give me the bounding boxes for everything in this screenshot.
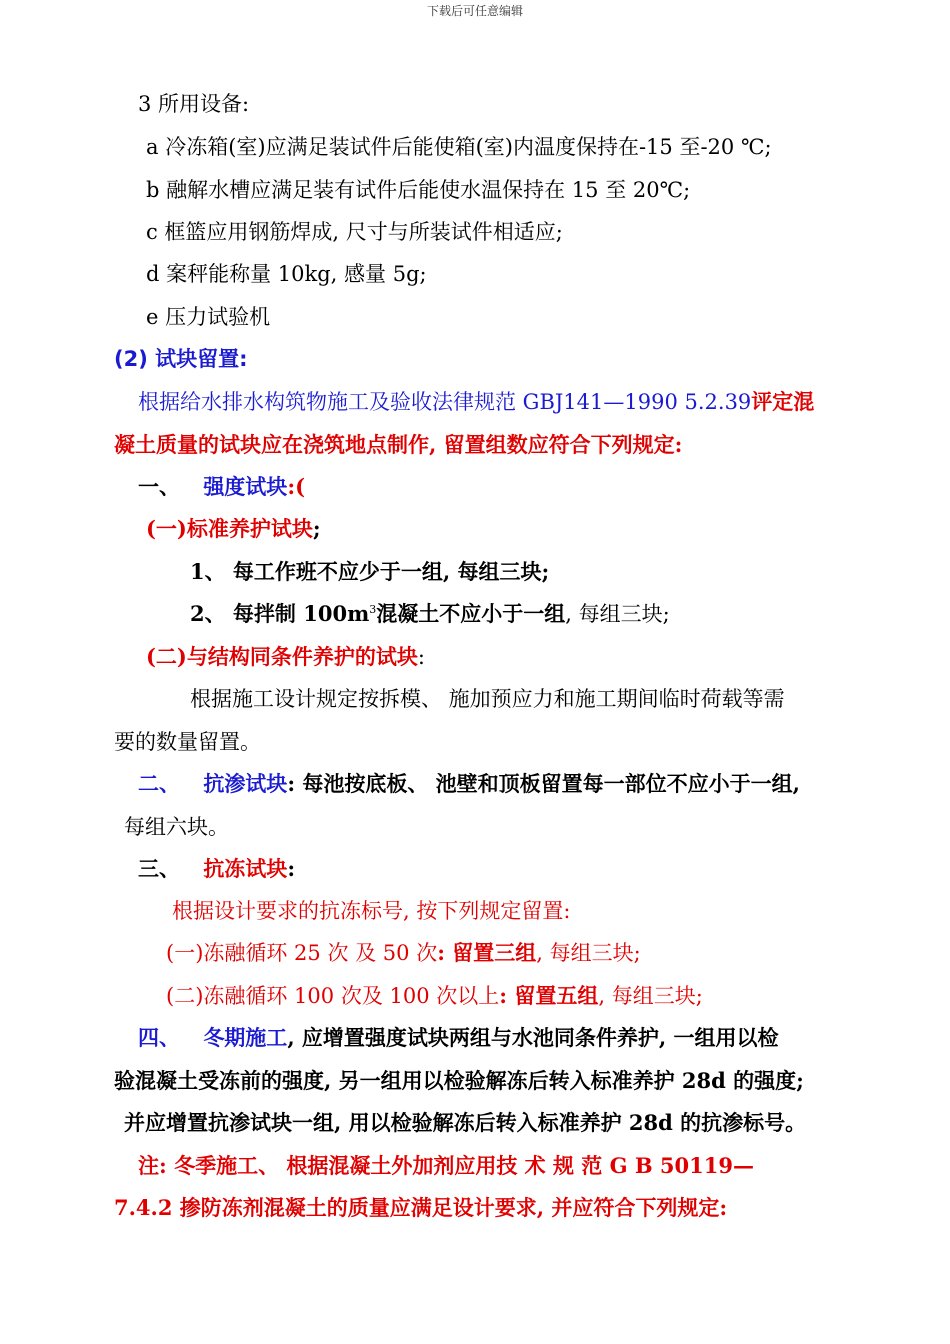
- item-2-main: 混凝土不应小于一组: [376, 601, 566, 626]
- freeze-item-2-groups: : 留置五组: [499, 983, 599, 1008]
- note-line-2: 7.4.2 掺防冻剂混凝土的质量应满足设计要求, 并应符合下列规定:: [114, 1195, 728, 1220]
- spec-evaluate: 评定混: [751, 389, 815, 414]
- freeze-item-1: [166, 939, 641, 967]
- freeze-intro: 根据设计要求的抗冻标号, 按下列规定留置:: [172, 899, 571, 923]
- impermeability-text: : 每池按底板、 池壁和顶板留置每一部位不应小于一组,: [287, 771, 800, 796]
- freeze-title: 抗冻试块: [203, 856, 288, 881]
- impermeability-line-1: [138, 770, 800, 798]
- standard-curing-suffix: ;: [312, 516, 321, 541]
- equipment-item-b: b 融解水槽应满足装有试件后能使水温保持在 15 至 20℃;: [146, 178, 691, 202]
- standard-curing-item-1: 1、 每工作班不应少于一组, 每组三块;: [190, 559, 550, 584]
- strength-number: 一、: [138, 474, 180, 499]
- impermeability-title: 抗渗试块: [203, 771, 288, 796]
- winter-line-2: 验混凝土受冻前的强度, 另一组用以检验解冻后转入标准养护 28d 的强度;: [114, 1068, 804, 1093]
- paragraph-specimen-line-1: [138, 388, 814, 416]
- page-header: 下载后可任意编辑: [426, 4, 523, 18]
- section-3-heading: 3 所用设备:: [138, 92, 250, 116]
- freeze-item-1-groups: : 留置三组: [437, 940, 537, 965]
- item-2-suffix: , 每组三块;: [565, 602, 670, 626]
- same-condition-suffix: :: [417, 645, 425, 669]
- strength-heading: [138, 473, 305, 501]
- strength-title: 强度试块: [203, 474, 288, 499]
- winter-line-1: [138, 1024, 779, 1052]
- impermeability-line-2: 每组六块。: [124, 815, 229, 839]
- same-condition-text-1: 根据施工设计规定按拆模、 施加预应力和施工期间临时荷载等需: [190, 687, 785, 711]
- spec-reference: 根据给水排水构筑物施工及验收法律规范 GBJ141—1990 5.2.39: [138, 390, 752, 414]
- standard-curing-item-2: [190, 600, 670, 628]
- winter-text: , 应增置强度试块两组与水池同条件养护, 一组用以检: [287, 1025, 779, 1050]
- freeze-item-1-suffix: , 每组三块;: [536, 941, 641, 965]
- freeze-item-2-cycles: (二)冻融循环 100 次及 100 次以上: [166, 984, 500, 1008]
- item-2-prefix: 2、 每拌制 100m: [190, 601, 370, 626]
- equipment-item-d: d 案秤能称量 10kg, 感量 5g;: [146, 262, 427, 286]
- freeze-item-1-cycles: (一)冻融循环 25 次 及 50 次: [166, 941, 438, 965]
- winter-title: 冬期施工: [203, 1025, 288, 1050]
- freeze-suffix: :: [287, 856, 296, 881]
- impermeability-number: 二、: [138, 771, 180, 796]
- equipment-item-e: e 压力试验机: [146, 305, 271, 329]
- paragraph-specimen-line-2: 凝土质量的试块应在浇筑地点制作, 留置组数应符合下列规定:: [114, 432, 683, 457]
- winter-number: 四、: [138, 1025, 180, 1050]
- same-condition-text-2: 要的数量留置。: [114, 730, 261, 754]
- note-line-1: 注: 冬季施工、 根据混凝土外加剂应用技 术 规 范 G B 50119—: [138, 1153, 754, 1178]
- item-2-superscript: 3: [369, 603, 377, 616]
- freeze-heading: [138, 855, 295, 883]
- winter-line-3: 并应增置抗渗试块一组, 用以检验解冻后转入标准养护 28d 的抗渗标号。: [124, 1110, 807, 1135]
- same-condition-title: (二)与结构同条件养护的试块: [146, 644, 418, 669]
- freeze-item-2-suffix: , 每组三块;: [598, 984, 703, 1008]
- equipment-item-c: c 框篮应用钢筋焊成, 尺寸与所装试件相适应;: [146, 220, 563, 244]
- standard-curing-heading: [146, 515, 321, 543]
- strength-suffix: :(: [287, 474, 306, 499]
- freeze-number: 三、: [138, 856, 180, 881]
- standard-curing-title: (一)标准养护试块: [146, 516, 313, 541]
- freeze-item-2: [166, 982, 703, 1010]
- same-condition-heading: [146, 643, 425, 671]
- specimen-heading: (2) 试块留置:: [114, 347, 248, 371]
- equipment-item-a: a 冷冻箱(室)应满足装试件后能使箱(室)内温度保持在-15 至-20 ℃;: [146, 135, 772, 159]
